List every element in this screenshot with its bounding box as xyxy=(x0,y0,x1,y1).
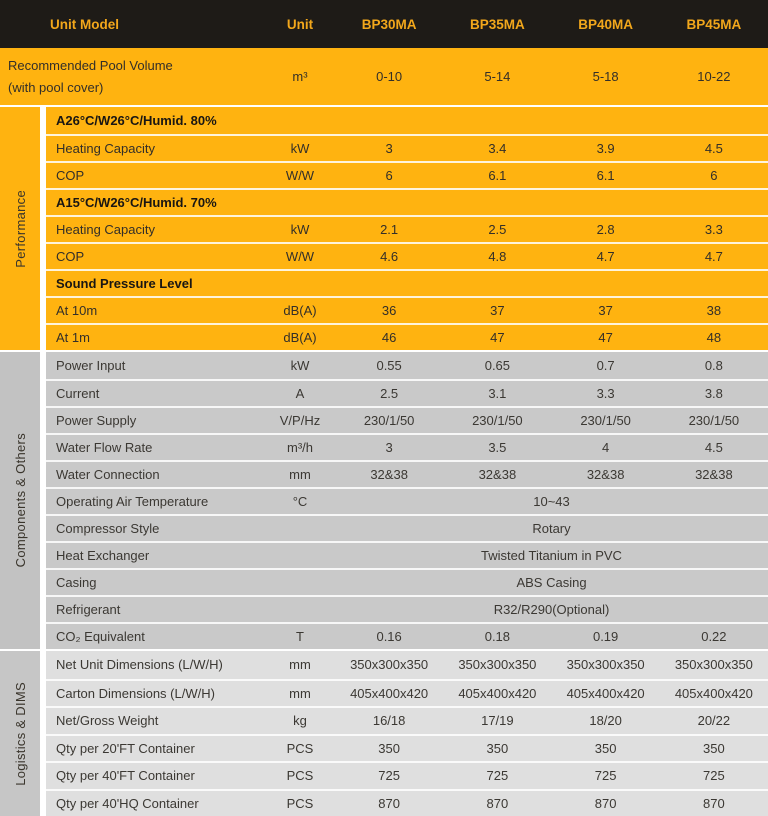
cell-value: 0.19 xyxy=(552,629,660,644)
pool-volume-label xyxy=(0,55,265,98)
section-rows-logistics-dims xyxy=(40,651,768,816)
cell-value: 0.65 xyxy=(443,358,551,373)
cell-value: 405x400x420 xyxy=(660,686,768,701)
row-unit: kg xyxy=(265,713,335,728)
section-strip-components-others xyxy=(0,352,40,649)
cell-value: 725 xyxy=(660,768,768,783)
header-model-bp35ma: BP35MA xyxy=(443,17,551,32)
cell-value: 4 xyxy=(552,440,660,455)
cell-value: 3.4 xyxy=(443,141,551,156)
pool-volume-label-line2: (with pool cover) xyxy=(8,77,265,98)
cell-value: 350x300x350 xyxy=(335,657,443,672)
subheader-label: A26°C/W26°C/Humid. 80% xyxy=(46,113,768,128)
cell-value: 17/19 xyxy=(443,713,551,728)
cell-value: 870 xyxy=(552,796,660,811)
cell-value: 20/22 xyxy=(660,713,768,728)
cell-value: 0.8 xyxy=(660,358,768,373)
row-unit: W/W xyxy=(265,249,335,264)
cell-value: 230/1/50 xyxy=(660,413,768,428)
cell-value: 2.5 xyxy=(335,386,443,401)
row-label: Heating Capacity xyxy=(46,222,265,237)
section-components-others xyxy=(0,350,768,649)
cell-value: 47 xyxy=(552,330,660,345)
cell-value: 16/18 xyxy=(335,713,443,728)
spec-row xyxy=(46,242,768,269)
cell-value: 350 xyxy=(443,741,551,756)
section-rows-performance xyxy=(40,107,768,350)
spec-row xyxy=(46,379,768,406)
subheader-row xyxy=(46,107,768,134)
row-unit: T xyxy=(265,629,335,644)
spec-row xyxy=(46,161,768,188)
cell-value: 3 xyxy=(335,141,443,156)
cell-value: 350 xyxy=(552,741,660,756)
spec-row xyxy=(46,514,768,541)
spec-row xyxy=(46,706,768,734)
cell-value: 32&38 xyxy=(335,467,443,482)
row-label: Water Flow Rate xyxy=(46,440,265,455)
row-label: Qty per 40'HQ Container xyxy=(46,796,265,811)
row-label: COP xyxy=(46,249,265,264)
cell-value: 4.7 xyxy=(660,249,768,264)
header-model-bp30ma: BP30MA xyxy=(335,17,443,32)
cell-value: 3.9 xyxy=(552,141,660,156)
row-unit: kW xyxy=(265,222,335,237)
row-label: Refrigerant xyxy=(46,602,265,617)
cell-value: 47 xyxy=(443,330,551,345)
cell-value: 3.8 xyxy=(660,386,768,401)
cell-value: 350x300x350 xyxy=(552,657,660,672)
spec-row xyxy=(46,406,768,433)
row-unit: mm xyxy=(265,657,335,672)
spec-row xyxy=(46,460,768,487)
cell-value: 350x300x350 xyxy=(443,657,551,672)
pool-volume-value: 5-18 xyxy=(552,69,660,84)
cell-value: 32&38 xyxy=(443,467,551,482)
section-strip-logistics-dims xyxy=(0,651,40,816)
cell-value: 870 xyxy=(660,796,768,811)
row-span-value: 10~43 xyxy=(335,494,768,509)
cell-value: 38 xyxy=(660,303,768,318)
cell-value: 230/1/50 xyxy=(335,413,443,428)
section-rows-components-others xyxy=(40,352,768,649)
cell-value: 725 xyxy=(552,768,660,783)
cell-value: 870 xyxy=(443,796,551,811)
header-model-bp45ma: BP45MA xyxy=(660,17,768,32)
pool-volume-value: 10-22 xyxy=(660,69,768,84)
cell-value: 37 xyxy=(443,303,551,318)
cell-value: 36 xyxy=(335,303,443,318)
row-span-value: Rotary xyxy=(335,521,768,536)
row-unit: m³/h xyxy=(265,440,335,455)
cell-value: 3.3 xyxy=(660,222,768,237)
cell-value: 0.16 xyxy=(335,629,443,644)
cell-value: 37 xyxy=(552,303,660,318)
row-unit: PCS xyxy=(265,768,335,783)
cell-value: 48 xyxy=(660,330,768,345)
cell-value: 18/20 xyxy=(552,713,660,728)
cell-value: 3.5 xyxy=(443,440,551,455)
row-unit: W/W xyxy=(265,168,335,183)
section-logistics-dims xyxy=(0,649,768,816)
spec-row xyxy=(46,595,768,622)
spec-row xyxy=(46,734,768,762)
cell-value: 2.8 xyxy=(552,222,660,237)
cell-value: 3.1 xyxy=(443,386,551,401)
cell-value: 230/1/50 xyxy=(552,413,660,428)
cell-value: 0.18 xyxy=(443,629,551,644)
row-unit: mm xyxy=(265,467,335,482)
spec-row xyxy=(46,296,768,323)
cell-value: 3 xyxy=(335,440,443,455)
cell-value: 350x300x350 xyxy=(660,657,768,672)
spec-row xyxy=(46,541,768,568)
header-unit: Unit xyxy=(265,17,335,32)
row-label: Casing xyxy=(46,575,265,590)
spec-row xyxy=(46,568,768,595)
row-unit: dB(A) xyxy=(265,330,335,345)
cell-value: 0.22 xyxy=(660,629,768,644)
cell-value: 0.7 xyxy=(552,358,660,373)
spec-row xyxy=(46,323,768,350)
section-label-performance: Performance xyxy=(13,190,28,268)
spec-row xyxy=(46,215,768,242)
row-label: Qty per 20'FT Container xyxy=(46,741,265,756)
spec-row xyxy=(46,134,768,161)
row-label: Net/Gross Weight xyxy=(46,713,265,728)
row-unit: dB(A) xyxy=(265,303,335,318)
cell-value: 405x400x420 xyxy=(335,686,443,701)
spec-row xyxy=(46,679,768,707)
cell-value: 230/1/50 xyxy=(443,413,551,428)
row-label: Net Unit Dimensions (L/W/H) xyxy=(46,657,265,672)
cell-value: 4.5 xyxy=(660,141,768,156)
pool-volume-row xyxy=(0,48,768,105)
row-unit: PCS xyxy=(265,741,335,756)
cell-value: 4.6 xyxy=(335,249,443,264)
row-label: Qty per 40'FT Container xyxy=(46,768,265,783)
cell-value: 0.55 xyxy=(335,358,443,373)
row-label: Heating Capacity xyxy=(46,141,265,156)
cell-value: 6.1 xyxy=(443,168,551,183)
cell-value: 46 xyxy=(335,330,443,345)
cell-value: 350 xyxy=(335,741,443,756)
spec-row xyxy=(46,651,768,679)
cell-value: 405x400x420 xyxy=(552,686,660,701)
row-unit: mm xyxy=(265,686,335,701)
cell-value: 6 xyxy=(335,168,443,183)
spec-row xyxy=(46,622,768,649)
row-label: CO₂ Equivalent xyxy=(46,629,265,644)
pool-volume-unit: m³ xyxy=(265,69,335,84)
row-unit: V/P/Hz xyxy=(265,413,335,428)
row-label: At 1m xyxy=(46,330,265,345)
row-label: Water Connection xyxy=(46,467,265,482)
table-header-row xyxy=(0,0,768,48)
row-unit: PCS xyxy=(265,796,335,811)
pool-volume-value: 5-14 xyxy=(443,69,551,84)
spec-row xyxy=(46,352,768,379)
section-label-components-others: Components & Others xyxy=(13,433,28,567)
cell-value: 2.1 xyxy=(335,222,443,237)
subheader-label: Sound Pressure Level xyxy=(46,276,768,291)
row-span-value: Twisted Titanium in PVC xyxy=(335,548,768,563)
row-span-value: ABS Casing xyxy=(335,575,768,590)
row-unit: kW xyxy=(265,358,335,373)
row-label: At 10m xyxy=(46,303,265,318)
row-unit: kW xyxy=(265,141,335,156)
cell-value: 2.5 xyxy=(443,222,551,237)
cell-value: 725 xyxy=(335,768,443,783)
row-label: Carton Dimensions (L/W/H) xyxy=(46,686,265,701)
section-strip-performance xyxy=(0,107,40,350)
section-performance xyxy=(0,105,768,350)
header-model-bp40ma: BP40MA xyxy=(552,17,660,32)
row-label: COP xyxy=(46,168,265,183)
cell-value: 3.3 xyxy=(552,386,660,401)
row-label: Current xyxy=(46,386,265,401)
row-label: Compressor Style xyxy=(46,521,265,536)
sections xyxy=(0,105,768,816)
cell-value: 4.7 xyxy=(552,249,660,264)
subheader-row xyxy=(46,188,768,215)
cell-value: 405x400x420 xyxy=(443,686,551,701)
cell-value: 6 xyxy=(660,168,768,183)
row-label: Power Supply xyxy=(46,413,265,428)
spec-row xyxy=(46,761,768,789)
cell-value: 6.1 xyxy=(552,168,660,183)
section-label-logistics-dims: Logistics & DIMS xyxy=(13,682,28,786)
header-unit-model: Unit Model xyxy=(0,17,265,32)
row-unit: A xyxy=(265,386,335,401)
subheader-row xyxy=(46,269,768,296)
row-label: Heat Exchanger xyxy=(46,548,265,563)
cell-value: 4.8 xyxy=(443,249,551,264)
row-unit: °C xyxy=(265,494,335,509)
cell-value: 32&38 xyxy=(660,467,768,482)
spec-row xyxy=(46,433,768,460)
subheader-label: A15°C/W26°C/Humid. 70% xyxy=(46,195,768,210)
row-span-value: R32/R290(Optional) xyxy=(335,602,768,617)
cell-value: 4.5 xyxy=(660,440,768,455)
pool-volume-value: 0-10 xyxy=(335,69,443,84)
spec-row xyxy=(46,487,768,514)
cell-value: 32&38 xyxy=(552,467,660,482)
cell-value: 870 xyxy=(335,796,443,811)
cell-value: 725 xyxy=(443,768,551,783)
row-label: Operating Air Temperature xyxy=(46,494,265,509)
row-label: Power Input xyxy=(46,358,265,373)
pool-volume-label-line1: Recommended Pool Volume xyxy=(8,55,265,76)
cell-value: 350 xyxy=(660,741,768,756)
